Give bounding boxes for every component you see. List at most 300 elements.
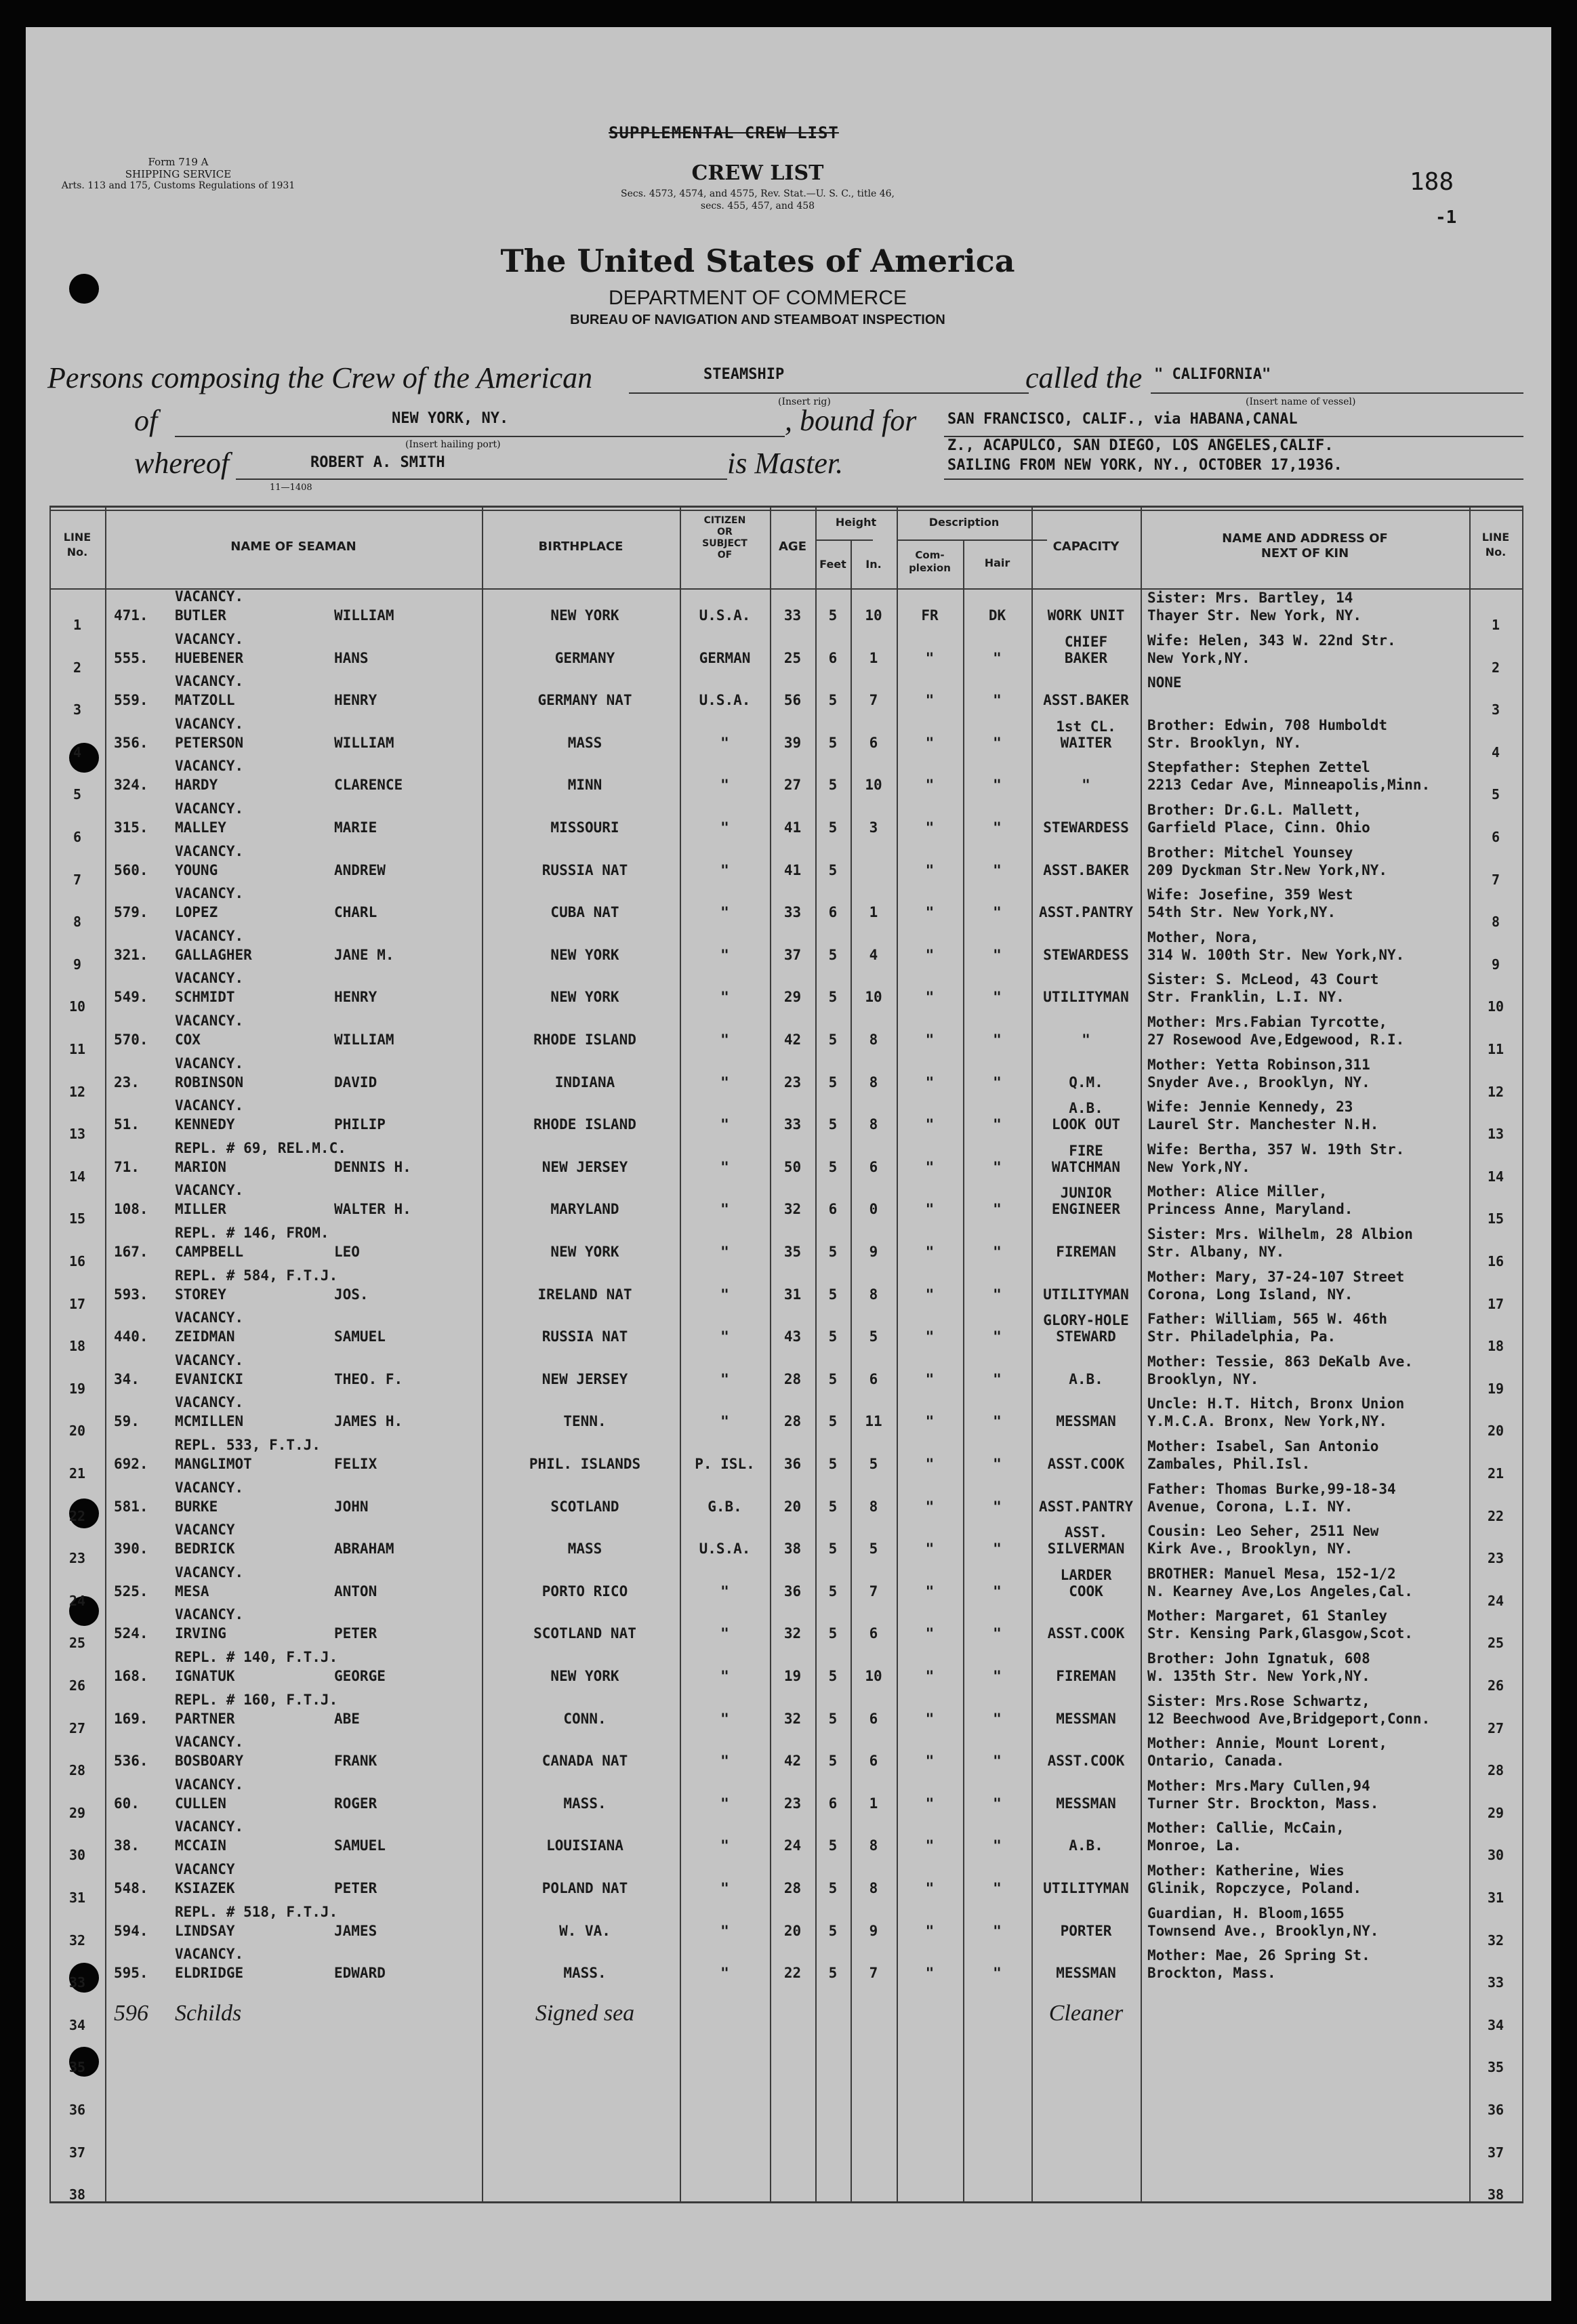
age: 31 <box>783 1286 802 1303</box>
height-feet: 6 <box>828 649 838 666</box>
seaman-surname: EVANICKI <box>175 1370 244 1387</box>
birthplace: MASS <box>567 1541 602 1557</box>
age: 39 <box>783 734 802 751</box>
citizenship: " <box>720 989 729 1006</box>
seaman-surname: KENNEDY <box>175 1116 235 1133</box>
line-number-right: 4 <box>1491 743 1500 760</box>
next-of-kin-address: Thayer Str. New York, NY. <box>1147 607 1362 624</box>
hair: " <box>993 1625 1002 1642</box>
book-number: 324. <box>114 777 148 794</box>
next-of-kin-address: Corona, Long Island, NY. <box>1147 1286 1353 1303</box>
height-inches: 10 <box>865 777 882 794</box>
birthplace: Signed sea <box>535 2000 635 2026</box>
master-name: ROBERT A. SMITH <box>310 454 445 471</box>
seaman-surname: ELDRIDGE <box>175 1965 244 1982</box>
table-row <box>49 1946 1523 1989</box>
vacancy-note: REPL. # 518, F.T.J. <box>175 1903 338 1920</box>
birthplace: CONN. <box>563 1710 607 1727</box>
next-of-kin-name: Father: Thomas Burke,99-18-34 <box>1147 1480 1396 1497</box>
age: 33 <box>783 607 802 624</box>
seaman-given-name: JOHN <box>334 1498 369 1515</box>
next-of-kin-address: Str. Brooklyn, NY. <box>1147 734 1302 751</box>
table-row <box>49 1692 1523 1734</box>
vacancy-note: VACANCY. <box>175 1013 244 1029</box>
seaman-given-name: PETER <box>334 1625 377 1642</box>
table-row <box>49 1182 1523 1225</box>
book-number: 321. <box>114 946 148 963</box>
seaman-surname: HARDY <box>175 777 218 794</box>
table-row <box>49 673 1523 716</box>
hair: " <box>993 1074 1002 1090</box>
complexion: " <box>925 692 935 709</box>
citizenship: " <box>720 1032 729 1048</box>
seaman-surname: HUEBENER <box>175 649 244 666</box>
table-row <box>49 758 1523 803</box>
seaman-surname: Schilds <box>175 2000 242 2026</box>
complexion: " <box>925 1922 935 1939</box>
next-of-kin-name: Brother: John Ignatuk, 608 <box>1147 1650 1370 1667</box>
citizenship: U.S.A. <box>699 692 751 709</box>
hair: " <box>993 1922 1002 1939</box>
citizenship: " <box>720 1837 729 1854</box>
label-of: of <box>134 404 158 437</box>
complexion: " <box>925 1498 935 1515</box>
complexion: " <box>925 1668 935 1684</box>
birthplace: RHODE ISLAND <box>533 1116 636 1133</box>
capacity: ASST.COOK <box>1047 1456 1125 1472</box>
vacancy-note: VACANCY. <box>175 1097 244 1114</box>
next-of-kin-name: Mother: Katherine, Wies <box>1147 1862 1345 1879</box>
next-of-kin-address: Str. Philadelphia, Pa. <box>1147 1328 1336 1345</box>
seaman-surname: MESA <box>175 1583 209 1599</box>
line-number: 37 <box>68 2144 86 2161</box>
vacancy-note: VACANCY. <box>175 1564 244 1581</box>
height-inches: 6 <box>869 734 878 751</box>
age: 35 <box>783 1244 802 1260</box>
label-whereof: whereof <box>134 447 230 480</box>
birthplace: NEW YORK <box>550 989 619 1006</box>
citizenship: " <box>720 1668 729 1684</box>
birthplace: MASS <box>567 734 602 751</box>
line-number-right: 33 <box>1487 1974 1504 1991</box>
table-row <box>49 716 1523 758</box>
book-number: 356. <box>114 734 148 751</box>
seaman-surname: IRVING <box>175 1625 226 1642</box>
seaman-given-name: JAMES <box>334 1922 377 1939</box>
seaman-surname: BEDRICK <box>175 1541 235 1557</box>
capacity: FIREMAN <box>1056 1244 1116 1260</box>
header-capacity: CAPACITY <box>1052 539 1120 554</box>
vacancy-note: VACANCY. <box>175 588 244 605</box>
height-feet: 5 <box>828 692 838 709</box>
seaman-given-name: SAMUEL <box>334 1328 386 1345</box>
hair: " <box>993 1498 1002 1515</box>
next-of-kin-address: Glinik, Ropczyce, Poland. <box>1147 1880 1362 1896</box>
capacity: COOK <box>1069 1583 1103 1599</box>
line-number: 7 <box>73 871 82 888</box>
seaman-given-name: HENRY <box>334 989 377 1006</box>
strikethrough-heading: SUPPLEMENTAL CREW LIST <box>609 123 839 142</box>
age: 42 <box>783 1032 802 1048</box>
citizenship: " <box>720 777 729 794</box>
citizenship: U.S.A. <box>699 1541 751 1557</box>
line-number: 8 <box>73 914 82 931</box>
birthplace: MARYLAND <box>550 1201 619 1218</box>
complexion: " <box>925 734 935 751</box>
capacity: " <box>1082 1032 1090 1048</box>
age: 19 <box>783 1668 802 1684</box>
seaman-given-name: ABE <box>334 1710 360 1727</box>
citizenship: GERMAN <box>699 649 751 666</box>
seaman-surname: MALLEY <box>175 819 226 836</box>
birthplace: PHIL. ISLANDS <box>529 1456 641 1472</box>
table-row <box>49 1861 1523 1904</box>
next-of-kin-address: Str. Franklin, L.I. NY. <box>1147 989 1345 1006</box>
citizenship: " <box>720 1201 729 1218</box>
vacancy-note: VACANCY. <box>175 673 244 690</box>
next-of-kin-address: Brockton, Mass. <box>1147 1965 1276 1982</box>
complexion: " <box>925 649 935 666</box>
capacity: UTILITYMAN <box>1043 989 1129 1006</box>
complexion: " <box>925 1456 935 1472</box>
book-number: 595. <box>114 1965 148 1982</box>
hair: " <box>993 1965 1002 1982</box>
line-number: 9 <box>73 956 82 973</box>
capacity-line-1: A.B. <box>1069 1100 1103 1117</box>
citizenship: " <box>720 819 729 836</box>
complexion: " <box>925 1244 935 1260</box>
next-of-kin-name: Mother: Tessie, 863 DeKalb Ave. <box>1147 1353 1413 1370</box>
birthplace: GERMANY NAT <box>537 692 632 709</box>
vacancy-note: VACANCY. <box>175 885 244 902</box>
complexion: " <box>925 1753 935 1770</box>
height-feet: 5 <box>828 1456 838 1472</box>
line-number-right: 28 <box>1487 1762 1504 1779</box>
next-of-kin-name: Brother: Mitchel Younsey <box>1147 844 1353 861</box>
hair: " <box>993 1244 1002 1260</box>
seaman-given-name: ABRAHAM <box>334 1541 394 1557</box>
age: 28 <box>783 1880 802 1896</box>
book-number: 59. <box>114 1413 140 1430</box>
age: 32 <box>783 1710 802 1727</box>
seaman-given-name: HANS <box>334 649 369 666</box>
seaman-surname: ZEIDMAN <box>175 1328 235 1345</box>
next-of-kin-address: New York,NY. <box>1147 1158 1250 1175</box>
book-number: 555. <box>114 649 148 666</box>
hair: " <box>993 946 1002 963</box>
height-inches: 7 <box>869 1583 878 1599</box>
complexion: " <box>925 1201 935 1218</box>
table-row <box>49 843 1523 886</box>
capacity: WATCHMAN <box>1051 1158 1121 1175</box>
capacity: MESSMAN <box>1056 1413 1116 1430</box>
book-number: 536. <box>114 1753 148 1770</box>
line-number-right: 14 <box>1487 1168 1504 1185</box>
vacancy-note: VACANCY. <box>175 1055 244 1072</box>
next-of-kin-name: Mother, Nora, <box>1147 929 1259 945</box>
birthplace: RUSSIA NAT <box>541 1328 628 1345</box>
line-number: 27 <box>68 1719 86 1736</box>
next-of-kin-address: 54th Str. New York,NY. <box>1147 904 1336 921</box>
table-row <box>49 1352 1523 1395</box>
book-number: 579. <box>114 904 148 921</box>
height-feet: 5 <box>828 946 838 963</box>
height-feet: 5 <box>828 1583 838 1599</box>
next-of-kin-name: Cousin: Leo Seher, 2511 New <box>1147 1523 1379 1540</box>
age: 32 <box>783 1201 802 1218</box>
capacity: ASST.BAKER <box>1043 692 1129 709</box>
vessel-name: " CALIFORNIA" <box>1154 366 1271 383</box>
line-number-right: 10 <box>1487 998 1504 1015</box>
hair: " <box>993 1795 1002 1812</box>
birthplace: NEW YORK <box>550 1244 619 1260</box>
table-row <box>49 928 1523 971</box>
next-of-kin-name: Mother: Mrs.Mary Cullen,94 <box>1147 1777 1370 1794</box>
header-birthplace: BIRTHPLACE <box>538 539 623 554</box>
vacancy-note: VACANCY. <box>175 1734 244 1751</box>
seaman-surname: KSIAZEK <box>175 1880 235 1896</box>
complexion: " <box>925 1710 935 1727</box>
seaman-surname: BUTLER <box>175 607 226 624</box>
table-row <box>49 1649 1523 1692</box>
age: 25 <box>783 649 802 666</box>
table-row <box>49 1776 1523 1819</box>
height-inches: 5 <box>869 1456 878 1472</box>
age: 27 <box>783 777 802 794</box>
table-row <box>49 1734 1523 1779</box>
table-row <box>49 1522 1523 1567</box>
table-row <box>49 1480 1523 1522</box>
document-scan <box>26 27 1551 2301</box>
crew-table <box>49 506 1523 2203</box>
birthplace: GERMANY <box>554 649 615 666</box>
line-number-right: 15 <box>1487 1210 1504 1227</box>
seaman-given-name: WILLIAM <box>334 734 394 751</box>
seaman-given-name: PETER <box>334 1880 377 1896</box>
birthplace: NEW JERSEY <box>541 1370 628 1387</box>
next-of-kin-address: Garfield Place, Cinn. Ohio <box>1147 819 1370 836</box>
height-feet: 5 <box>828 607 838 624</box>
complexion: " <box>925 1286 935 1303</box>
hair: " <box>993 692 1002 709</box>
line-number: 31 <box>68 1890 86 1906</box>
vacancy-note: VACANCY. <box>175 1394 244 1411</box>
vacancy-note: VACANCY. <box>175 800 244 817</box>
vacancy-note: VACANCY <box>175 1861 235 1877</box>
age: 28 <box>783 1370 802 1387</box>
next-of-kin-address: 12 Beechwood Ave,Bridgeport,Conn. <box>1147 1710 1431 1727</box>
next-of-kin-address: Snyder Ave., Brooklyn, NY. <box>1147 1074 1370 1090</box>
vacancy-note: VACANCY. <box>175 1479 244 1496</box>
height-feet: 6 <box>828 1795 838 1812</box>
age: 38 <box>783 1541 802 1557</box>
seaman-given-name: ROGER <box>334 1795 377 1812</box>
next-of-kin-address: Townsend Ave., Brooklyn,NY. <box>1147 1922 1379 1939</box>
capacity: MESSMAN <box>1056 1795 1116 1812</box>
vacancy-note: VACANCY. <box>175 758 244 775</box>
height-inches: 8 <box>869 1837 878 1854</box>
seaman-surname: LOPEZ <box>175 904 218 921</box>
height-feet: 5 <box>828 1370 838 1387</box>
next-of-kin-name: Mother: Margaret, 61 Stanley <box>1147 1608 1388 1625</box>
header-citizen: CITIZEN OR SUBJECT OF <box>702 515 747 560</box>
seaman-surname: ROBINSON <box>175 1074 244 1090</box>
age: 41 <box>783 861 802 878</box>
header-height: Height <box>835 516 877 529</box>
height-feet: 6 <box>828 1201 838 1218</box>
hair: " <box>993 1032 1002 1048</box>
height-feet: 5 <box>828 1498 838 1515</box>
table-row <box>49 2073 1523 2116</box>
book-number: 596 <box>114 2000 148 2026</box>
line-number: 38 <box>68 2186 86 2203</box>
citizenship: " <box>720 1116 729 1133</box>
hair: " <box>993 1158 1002 1175</box>
height-feet: 5 <box>828 1880 838 1896</box>
line-number-right: 19 <box>1487 1380 1504 1397</box>
line-number-right: 11 <box>1487 1041 1504 1057</box>
height-inches: 6 <box>869 1370 878 1387</box>
complexion: " <box>925 989 935 1006</box>
age: 56 <box>783 692 802 709</box>
line-number: 28 <box>68 1762 86 1779</box>
next-of-kin-address: Ontario, Canada. <box>1147 1753 1285 1770</box>
seaman-given-name: ANTON <box>334 1583 377 1599</box>
hair: " <box>993 1413 1002 1430</box>
vacancy-note: VACANCY. <box>175 1309 244 1326</box>
complexion: " <box>925 1880 935 1896</box>
height-feet: 5 <box>828 819 838 836</box>
line-number: 30 <box>68 1847 86 1864</box>
next-of-kin-name: Wife: Josefine, 359 West <box>1147 886 1353 903</box>
line-number: 32 <box>68 1932 86 1949</box>
line-number-right: 2 <box>1491 659 1500 676</box>
next-of-kin-name: Father: William, 565 W. 46th <box>1147 1311 1388 1328</box>
vacancy-note: VACANCY <box>175 1522 235 1538</box>
rig-hint: (Insert rig) <box>778 396 831 407</box>
citizenship: " <box>720 946 729 963</box>
hair: " <box>993 1116 1002 1133</box>
capacity: SILVERMAN <box>1047 1541 1125 1557</box>
form-service: SHIPPING SERVICE <box>125 168 232 180</box>
seaman-surname: MILLER <box>175 1201 226 1218</box>
height-inches: 1 <box>869 649 878 666</box>
destination-line-1: SAN FRANCISCO, CALIF., via HABANA,CANAL <box>947 411 1298 428</box>
table-row <box>49 1097 1523 1143</box>
line-number-right: 18 <box>1487 1338 1504 1355</box>
age: 36 <box>783 1583 802 1599</box>
age: 24 <box>783 1837 802 1854</box>
capacity: MESSMAN <box>1056 1710 1116 1727</box>
seaman-given-name: DAVID <box>334 1074 377 1090</box>
line-number: 33 <box>68 1974 86 1991</box>
statute-line-1: Secs. 4573, 4574, and 4575, Rev. Stat.—U. S. C., title 46, <box>621 188 895 199</box>
book-number: 38. <box>114 1837 140 1854</box>
seaman-given-name: SAMUEL <box>334 1837 386 1854</box>
vacancy-note: REPL. # 584, F.T.J. <box>175 1267 338 1284</box>
hair: " <box>993 861 1002 878</box>
header-inches: In. <box>865 558 882 571</box>
line-number: 14 <box>68 1168 86 1185</box>
citizenship: P. ISL. <box>695 1456 755 1472</box>
complexion: " <box>925 1837 935 1854</box>
book-number: 548. <box>114 1880 148 1896</box>
vacancy-note: VACANCY. <box>175 927 244 944</box>
line-number: 2 <box>73 659 82 676</box>
vacancy-note: VACANCY. <box>175 1946 244 1963</box>
height-feet: 6 <box>828 904 838 921</box>
seaman-surname: GALLAGHER <box>175 946 252 963</box>
citizenship: " <box>720 904 729 921</box>
height-inches: 9 <box>869 1922 878 1939</box>
height-inches: 1 <box>869 1795 878 1812</box>
next-of-kin-address: Y.M.C.A. Bronx, New York,NY. <box>1147 1413 1388 1430</box>
table-row <box>49 1140 1523 1183</box>
line-number: 34 <box>68 2016 86 2033</box>
hair: " <box>993 904 1002 921</box>
complexion: " <box>925 819 935 836</box>
height-inches: 8 <box>869 1074 878 1090</box>
birthplace: INDIANA <box>554 1074 615 1090</box>
next-of-kin-name: Brother: Edwin, 708 Humboldt <box>1147 716 1388 733</box>
birthplace: MINN <box>567 777 602 794</box>
height-feet: 5 <box>828 1244 838 1260</box>
header-hair: Hair <box>984 556 1010 569</box>
next-of-kin-address: W. 135th Str. New York,NY. <box>1147 1668 1370 1684</box>
age: 50 <box>783 1158 802 1175</box>
next-of-kin-address: Kirk Ave., Brooklyn, NY. <box>1147 1541 1353 1557</box>
next-of-kin-name: Wife: Jennie Kennedy, 23 <box>1147 1099 1353 1116</box>
complexion: " <box>925 1370 935 1387</box>
book-number: 549. <box>114 989 148 1006</box>
citizenship: " <box>720 1625 729 1642</box>
line-number-right: 32 <box>1487 1932 1504 1949</box>
height-feet: 5 <box>828 1286 838 1303</box>
seaman-given-name: FRANK <box>334 1753 377 1770</box>
age: 37 <box>783 946 802 963</box>
citizenship: " <box>720 1922 729 1939</box>
citizenship: " <box>720 734 729 751</box>
height-inches: 0 <box>869 1201 878 1218</box>
vessel-hint: (Insert name of vessel) <box>1246 396 1356 407</box>
hair: " <box>993 1286 1002 1303</box>
hair: " <box>993 1201 1002 1218</box>
book-number: 692. <box>114 1456 148 1472</box>
height-inches: 11 <box>865 1413 882 1430</box>
height-inches: 6 <box>869 1710 878 1727</box>
height-inches: 5 <box>869 1541 878 1557</box>
next-of-kin-name: Mother: Mrs.Fabian Tyrcotte, <box>1147 1014 1388 1030</box>
capacity-line-1: FIRE <box>1069 1142 1103 1159</box>
line-number-right: 37 <box>1487 2144 1504 2161</box>
height-feet: 5 <box>828 861 838 878</box>
height-inches: 9 <box>869 1244 878 1260</box>
print-code: 11—1408 <box>270 483 312 493</box>
complexion: " <box>925 1625 935 1642</box>
seaman-surname: CULLEN <box>175 1795 226 1812</box>
hair: " <box>993 734 1002 751</box>
capacity: ENGINEER <box>1051 1201 1121 1218</box>
capacity-line-1: 1st CL. <box>1056 718 1116 735</box>
age: 23 <box>783 1074 802 1090</box>
book-number: 594. <box>114 1922 148 1939</box>
hair: " <box>993 819 1002 836</box>
seaman-surname: LINDSAY <box>175 1922 235 1939</box>
line-number: 21 <box>68 1465 86 1482</box>
capacity: WAITER <box>1060 734 1112 751</box>
hailing-port: NEW YORK, NY. <box>392 410 509 427</box>
form-number: Form 719 A <box>148 156 209 168</box>
